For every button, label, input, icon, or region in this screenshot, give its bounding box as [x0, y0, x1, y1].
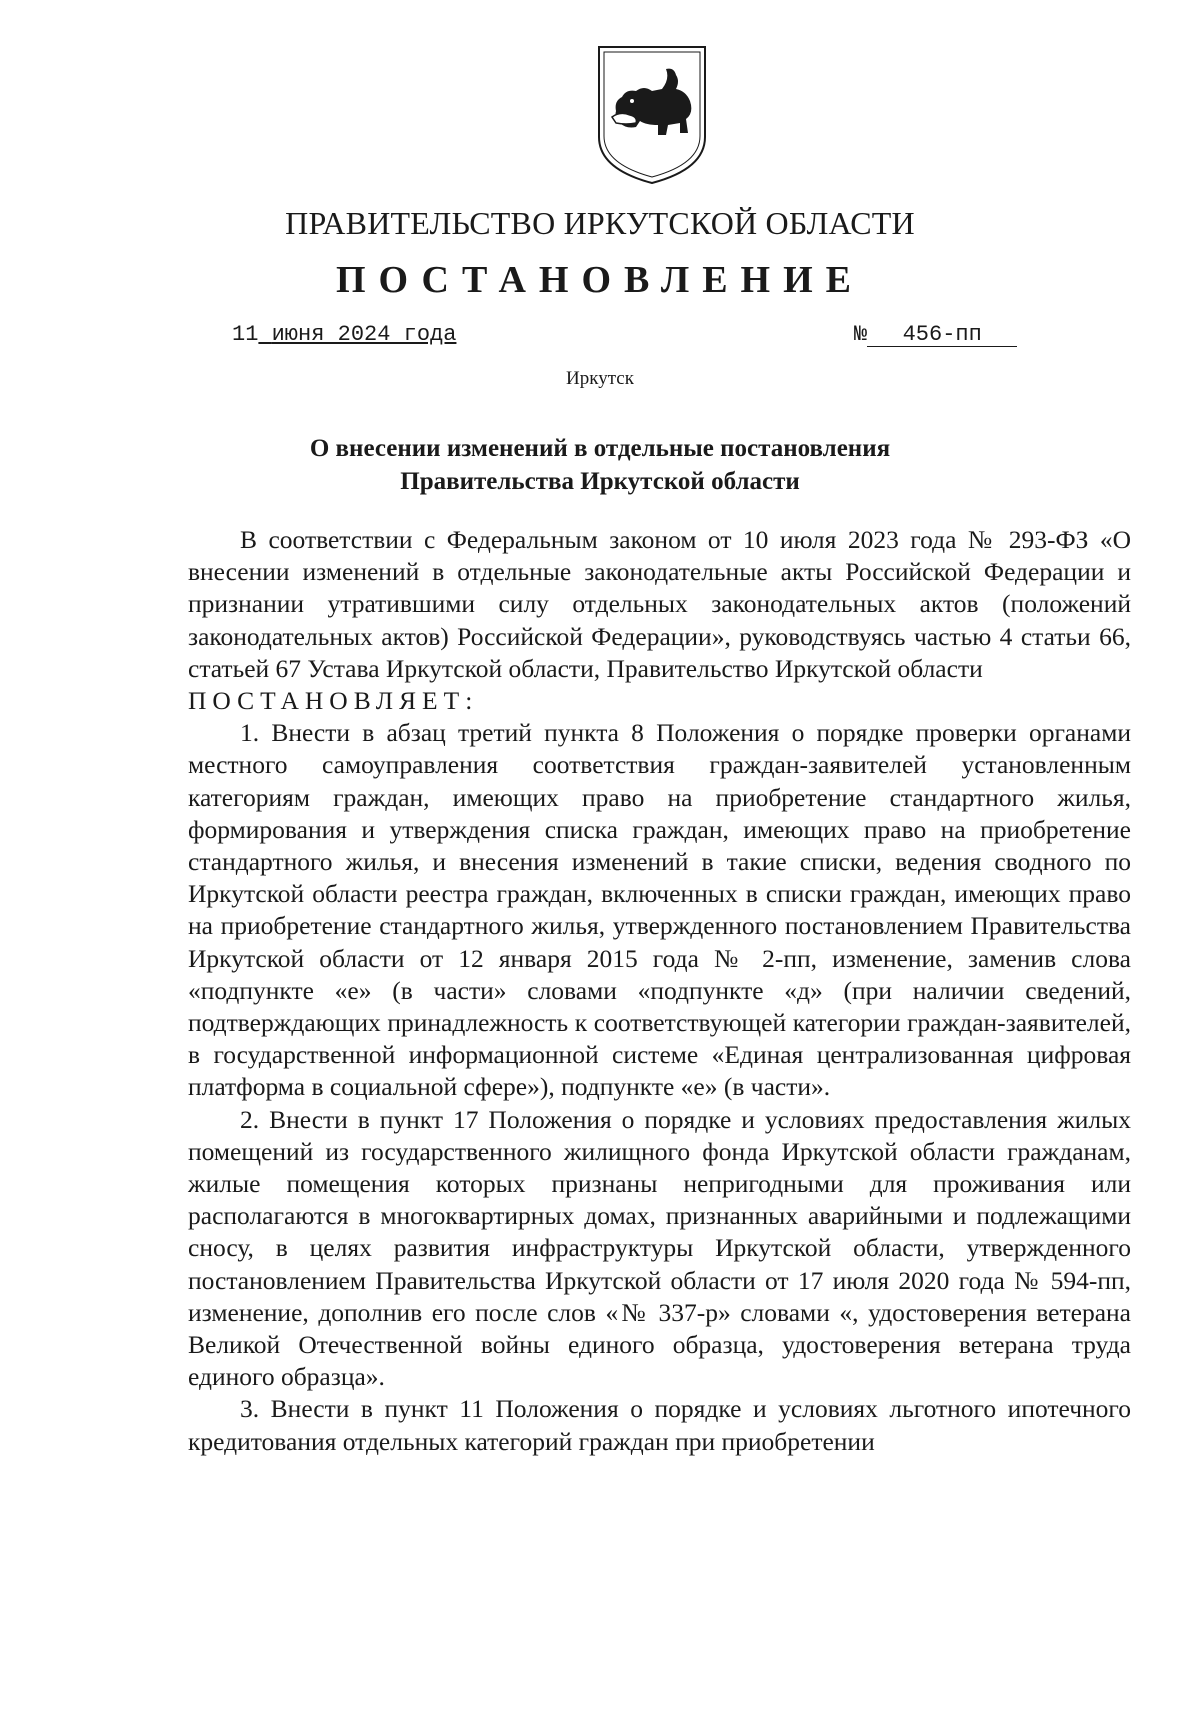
number-sign: № [854, 322, 868, 347]
document-number [854, 322, 1017, 347]
city-name: Иркутск [566, 368, 634, 389]
item-1-paragraph: 1. Внести в абзац третий пункта 8 Положения о порядке проверки органами местного самоуправления соответствия граждан-заявителей установленным категориям граждан, имеющих право на приобретение стандартного жилья, формирования и утверждения списка граждан, имеющих право на приобретение стандартного жилья, и внесения изменений в такие списки, ведения сводного по Иркутской области реестра граждан, включенных в списки граждан, имеющих право на приобретение стандартного жилья, утвержденного постановлением Правительства Иркутской области от 12 января 2015 года № 2-пп, изменение, заменив слова «подпункте «е» (в части» словами «подпункте «д» (при наличии сведений, подтверждающих принадлежность к соответствующей категории граждан-заявителей, в государственной информационной системе «Единая централизованная цифровая платформа в социальной сфере»), подпункте «е» (в части». [188, 718, 1131, 1102]
subject-line-1: О внесении изменений в отдельные постановления [309, 435, 891, 462]
preamble-paragraph: В соответствии с Федеральным законом от 10 июля 2023 года № 293-ФЗ «О внесении изменений в отдельные законодательные акты Российской Федерации и признании утратившими силу отдельных законодательных актов (положений законодательных актов) Российской Федерации», руководствуясь частью 4 статьи 66, статьей 67 Устава Иркутской области, Правительство Иркутской области [188, 525, 1131, 683]
item-2-paragraph: 2. Внести в пункт 17 Положения о порядке и условиях предоставления жилых помещений из государственного жилищного фонда Иркутской области гражданам, жилые помещения которых признаны непригодными для проживания или располагаются в многоквартирных домах, признанных аварийными и подлежащими сносу, в целях развития инфраструктуры Иркутской области, утвержденного постановлением Правительства Иркутской области от 17 июля 2020 года № 594-пп, изменение, дополнив его после слов «№ 337-р» словами «, удостоверения ветерана Великой Отечественной войны единого образца, удостоверения ветерана труда единого образца». [188, 1104, 1131, 1392]
document-subject [0, 432, 1200, 498]
decree-verb: ПОСТАНОВЛЯЕТ: [188, 686, 479, 716]
item-3-paragraph: 3. Внести в пункт 11 Положения о порядке и условиях льготного ипотечного кредитования отдельных категорий граждан при приобретении [188, 1394, 1131, 1456]
subject-line-2: Правительства Иркутской области [400, 468, 800, 495]
document-body [188, 524, 1131, 1458]
document-date [232, 322, 456, 347]
date-month-year: июня 2024 года [271, 322, 457, 347]
coat-of-arms-emblem [596, 45, 708, 185]
date-day: 11 [232, 322, 259, 347]
irkutsk-babr-icon [596, 45, 708, 185]
government-name: ПРАВИТЕЛЬСТВО ИРКУТСКОЙ ОБЛАСТИ [285, 205, 915, 241]
number-value: 456-пп [867, 324, 1017, 347]
document-type-title: ПОСТАНОВЛЕНИЕ [335, 259, 865, 301]
